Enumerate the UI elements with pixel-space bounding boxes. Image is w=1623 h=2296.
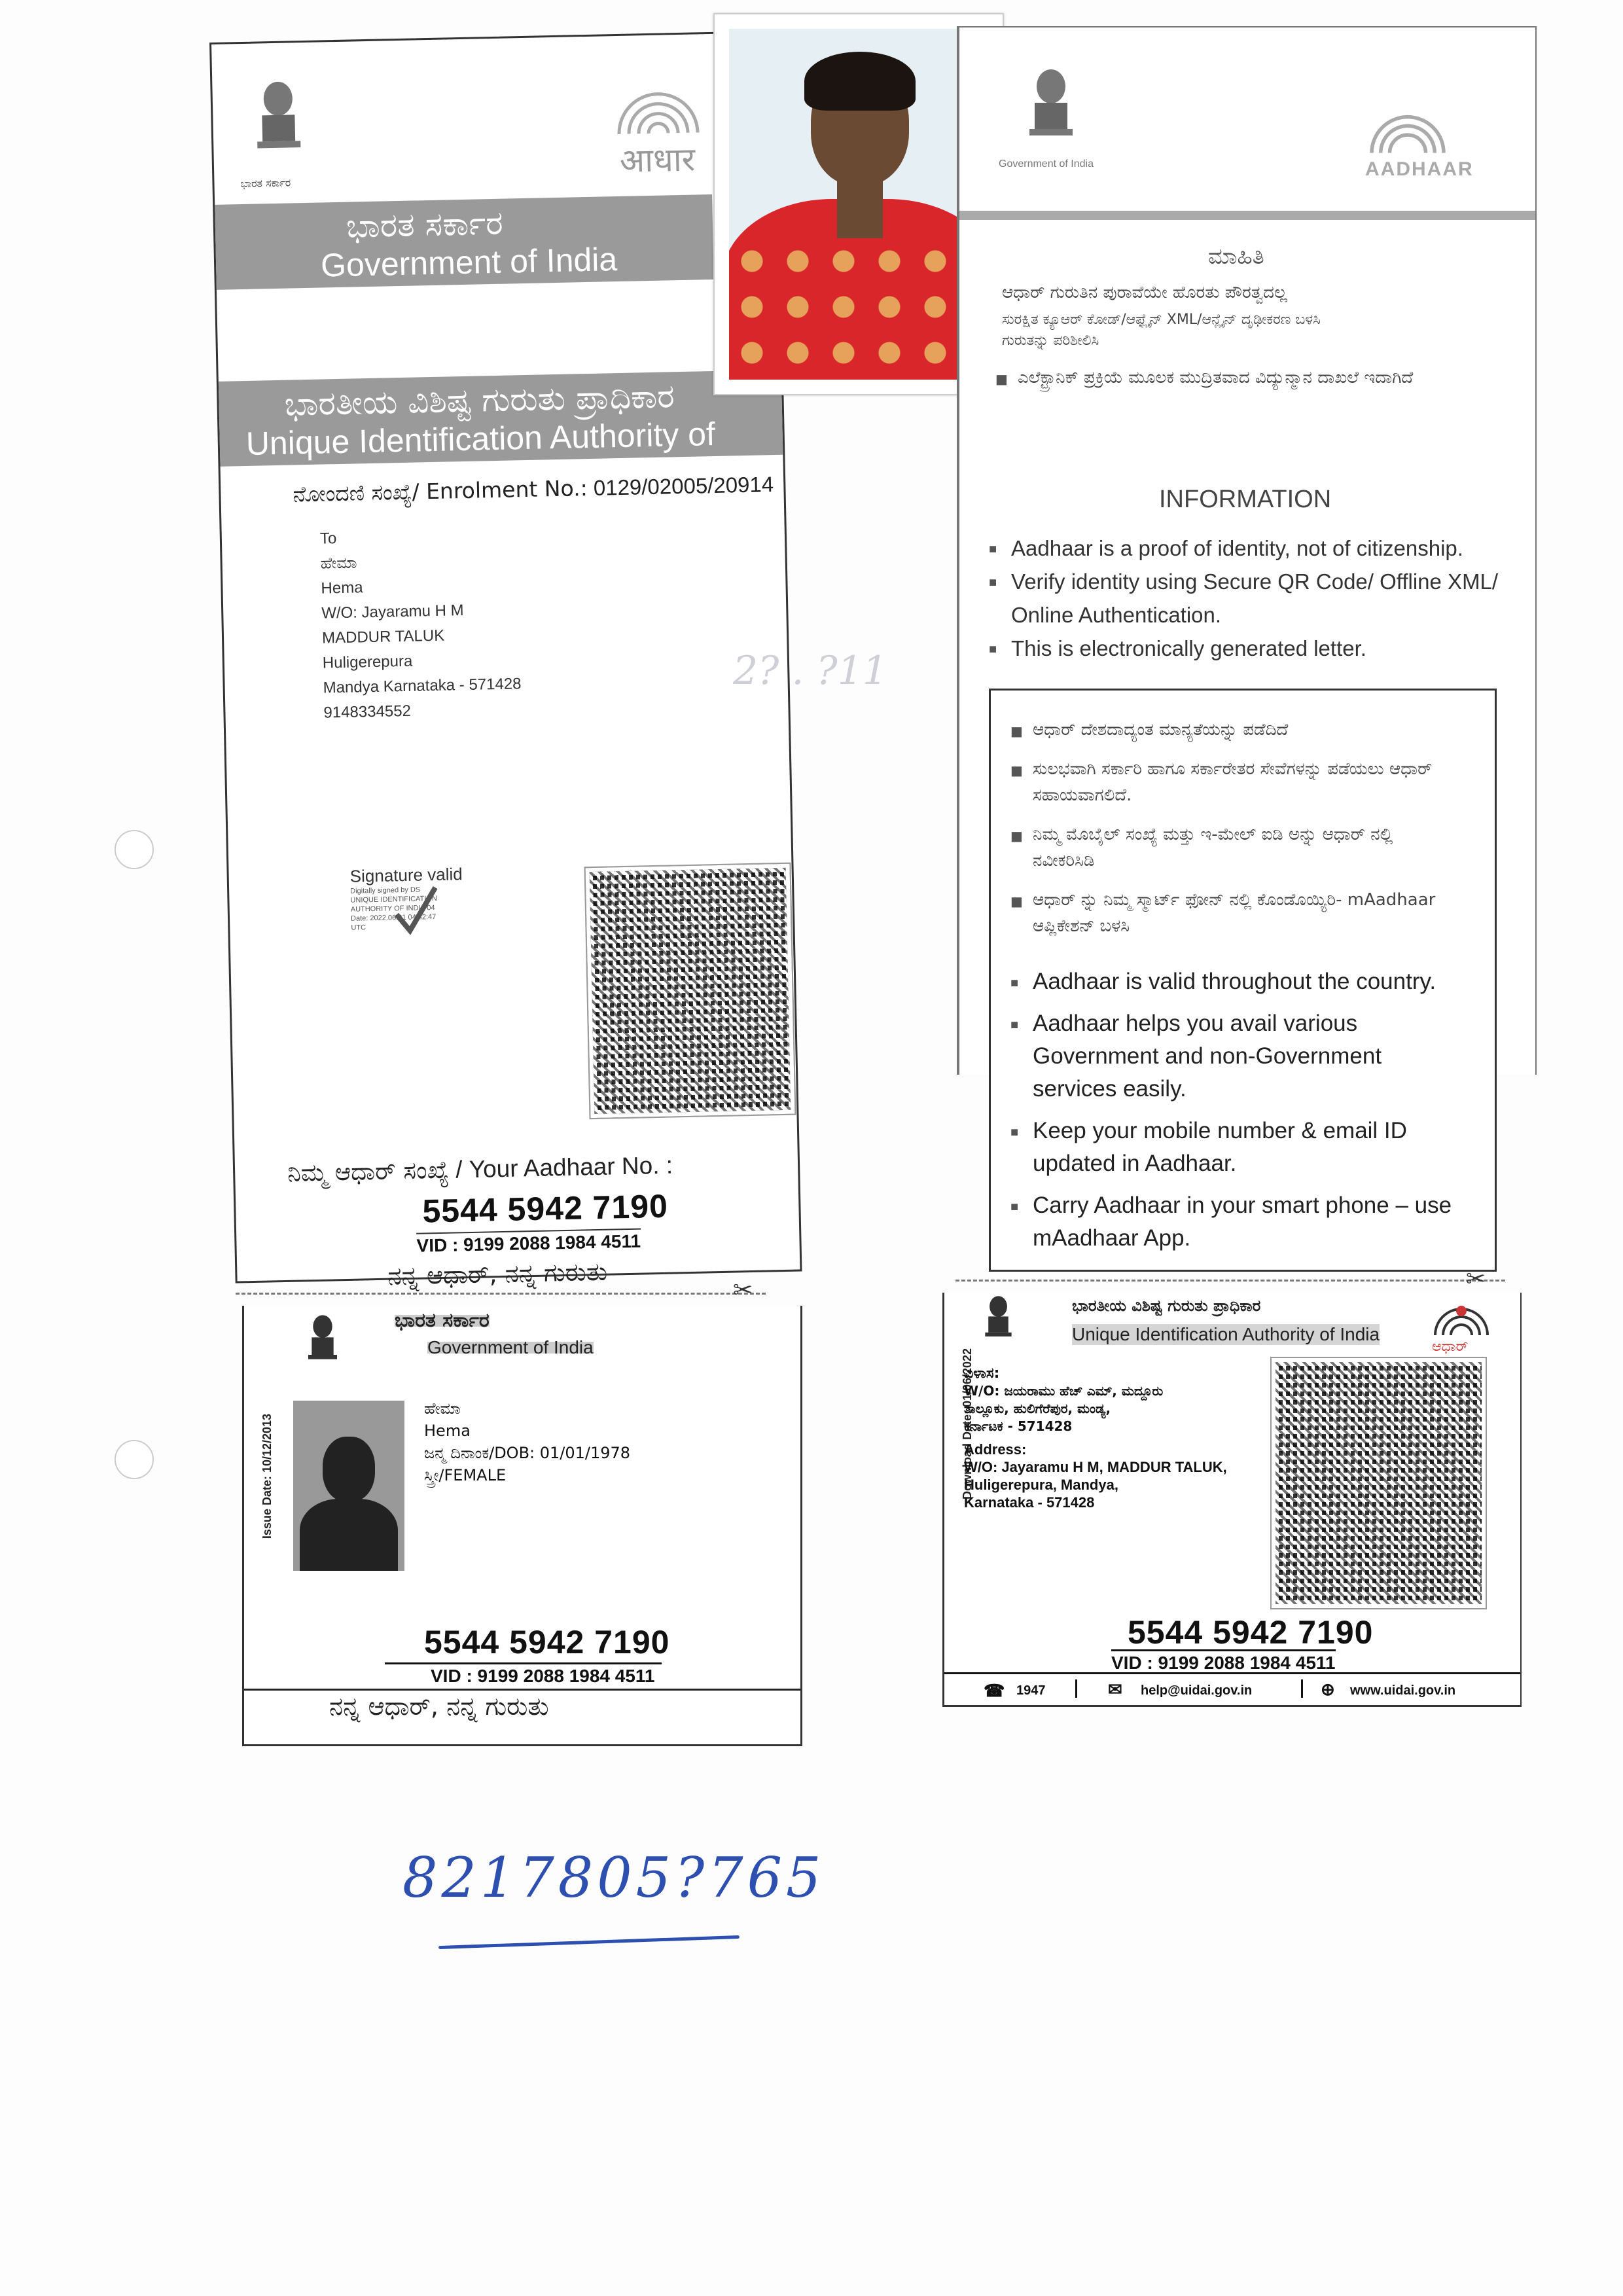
feature-english-item: ■ Keep your mobile number & email ID updated in Aadhaar. xyxy=(1010,1115,1462,1180)
front-vid: VID : 9199 2088 1984 4511 xyxy=(385,1662,662,1687)
features-english-list xyxy=(1010,965,1462,1264)
address-kannada-line: ತಾಲ್ಲೂಕು, ಹುಲಿಗೆರೆಪುರ, ಮಂಡ್ಯ, xyxy=(964,1401,1111,1416)
info-kannada-item: ಸುರಕ್ಷಿತ ಕ್ಯೂಆರ್ ಕೋಡ್/ಆಫ್ಲೈನ್ XML/ಆನ್ಲೈನ್ ದೃಢೀಕರಣ ಬಳಸಿ ಗುರುತನ್ನು ಪರಿಶೀಲಿಸಿ xyxy=(1002,312,1321,349)
info-english-item: ■ Aadhaar is a proof of identity, not of citizenship. xyxy=(989,531,1512,565)
photo-polka-dots xyxy=(729,238,988,380)
address-kannada-line: ಕರ್ನಾಟಕ - 571428 xyxy=(964,1418,1073,1434)
signature-line: UTC xyxy=(351,924,366,932)
feature-english-item: ■ Carry Aadhaar in your smart phone – use mAadhaar App. xyxy=(1010,1189,1462,1255)
photo-background xyxy=(729,29,988,380)
national-emblem-icon xyxy=(303,1312,342,1371)
phone-icon: ☎ xyxy=(984,1681,1005,1700)
aadhaar-fingerprint-logo-icon xyxy=(1429,1299,1494,1338)
address-line: Hema xyxy=(321,579,363,598)
info-title-kannada: ಮಾಹಿತಿ xyxy=(1208,243,1264,270)
signature-title: Signature valid xyxy=(349,864,463,886)
your-aadhaar-label xyxy=(287,1151,673,1188)
help-email[interactable]: help@uidai.gov.in xyxy=(1141,1683,1253,1698)
scissors-icon: ✂ xyxy=(1466,1265,1486,1292)
front-gov-kannada: ಭಾರತ ಸರ್ಕಾರ xyxy=(395,1309,490,1332)
holder-gender: ಸ್ತ್ರೀ/FEMALE xyxy=(424,1466,507,1484)
footer-divider xyxy=(1301,1679,1303,1698)
back-vid: VID : 9199 2088 1984 4511 xyxy=(1111,1649,1336,1674)
recipient-address xyxy=(320,522,522,725)
holder-name-english: Hema xyxy=(424,1422,471,1440)
front-card-details xyxy=(424,1397,630,1486)
features-box xyxy=(989,689,1497,1272)
helpline-number: 1947 xyxy=(1016,1683,1046,1698)
back-card xyxy=(942,1293,1522,1707)
issue-date: Issue Date: 10/12/2013 xyxy=(260,1413,274,1539)
aadhaar-logo-text: आधार xyxy=(619,140,696,180)
photo-hair xyxy=(804,52,916,111)
address-line: To xyxy=(319,529,337,548)
address-line: Huligerepura xyxy=(322,652,413,672)
feature-kannada-item: ■ ಸುಲಭವಾಗಿ ಸರ್ಕಾರಿ ಹಾಗೂ ಸರ್ಕಾರೇತರ ಸೇವೆಗಳನ್ನು ಪಡೆಯಲು ಆಧಾರ್ ಸಹಾಯವಾಗಲಿದೆ. xyxy=(1010,756,1455,808)
info-kannada-list xyxy=(1002,279,1427,391)
address-kannada-line: W/O: ಜಯರಾಮು ಹೆಚ್ ಎಮ್, ಮದ್ದೂರು xyxy=(964,1383,1164,1399)
letter-qr-code xyxy=(586,864,795,1118)
holder-name-kannada: ಹೇಮಾ xyxy=(424,1399,461,1418)
handwritten-underline xyxy=(438,1935,740,1949)
info-english-item: ■ This is electronically generated letter. xyxy=(989,632,1512,665)
gray-header-line xyxy=(959,211,1535,220)
handwritten-phone-number: 8217805?765 xyxy=(402,1846,825,1910)
enrolment-number: 0129/02005/20914 xyxy=(593,472,774,500)
holder-dob: ಜನ್ಮ ದಿನಾಂಕ/DOB: 01/01/1978 xyxy=(424,1444,631,1462)
signature-check-icon xyxy=(393,884,440,937)
feature-kannada-item: ■ ಆಧಾರ್ ದೇಶದಾದ್ಯಂತ ಮಾನ್ಯತೆಯನ್ನು ಪಡೆದಿದೆ xyxy=(1010,717,1455,743)
emblem-caption: Government of India xyxy=(999,158,1094,170)
back-logo-text: ಆಧಾರ್ xyxy=(1432,1338,1469,1355)
national-emblem-icon xyxy=(248,79,309,165)
email-icon: ✉ xyxy=(1108,1679,1122,1699)
slogan: ನನ್ನ ಆಧಾರ್, ನನ್ನ ಗುರುತು xyxy=(387,1257,608,1291)
aadhaar-label-kannada: ನಿಮ್ಮ ಆಧಾರ್ ಸಂಖ್ಯೆ xyxy=(287,1155,450,1187)
national-emblem-icon xyxy=(980,1293,1016,1348)
address-line: ಹೇಮಾ xyxy=(320,554,357,573)
handwritten-pencil-note: 2? . ?11 xyxy=(733,648,888,694)
punch-hole xyxy=(115,1440,154,1479)
cut-line-right xyxy=(955,1280,1505,1282)
info-english-item: ■ Verify identity using Secure QR Code/ Offline XML/ Online Authentication. xyxy=(989,565,1512,632)
cut-line-left xyxy=(236,1293,766,1295)
address-line: MADDUR TALUK xyxy=(321,626,445,647)
back-address-block xyxy=(964,1365,1227,1511)
front-photo-head xyxy=(323,1437,375,1502)
feature-kannada-item: ■ ಆಧಾರ್ ನ್ನು ನಿಮ್ಮ ಸ್ಮಾರ್ಟ್ ಫೋನ್ ನಲ್ಲಿ ಕೊಂಡೊಯ್ಯಿರಿ- mAadhaar ಆಪ್ಲಿಕೇಶನ್ ಬಳಸಿ xyxy=(1010,887,1455,939)
features-kannada-list xyxy=(1010,717,1455,939)
address-english-label: Address: xyxy=(964,1441,1027,1458)
front-card-photo xyxy=(293,1401,404,1571)
info-kannada-item: ■ ಎಲೆಕ್ಟ್ರಾನಿಕ್ ಪ್ರಕ್ರಿಯೆ ಮೂಲಕ ಮುದ್ರಿತವಾದ ವಿದ್ಯುನ್ಮಾನ ದಾಖಲೆ ಇದಾಗಿದೆ xyxy=(995,365,1476,391)
address-line: 9148334552 xyxy=(323,702,412,722)
signature-line: Digitally signed by DS xyxy=(350,886,421,895)
info-kannada-item: ಆಧಾರ್ ಗುರುತಿನ ಪುರಾವೆಯೇ ಹೊರತು ಪೌರತ್ವದಲ್ಲ xyxy=(1002,283,1287,302)
feature-english-item: ■ Aadhaar is valid throughout the country. xyxy=(1010,965,1462,998)
signature-line: Date: 2022.06.01 04:42:47 xyxy=(350,913,437,923)
front-bottom-rule xyxy=(244,1689,800,1691)
front-photo-body xyxy=(300,1499,398,1571)
download-date: Download Date: 01/06/2022 xyxy=(961,1348,974,1500)
front-slogan: ನನ್ನ ಆಧಾರ್, ನನ್ನ ಗುರುತು xyxy=(329,1692,549,1721)
address-kannada-label: ವಿಳಾಸ: xyxy=(964,1365,1000,1382)
back-uidai-english: Unique Identification Authority of India xyxy=(1072,1324,1380,1344)
address-english-line: Huligerepura, Mandya, xyxy=(964,1477,1118,1493)
address-line: W/O: Jayaramu H M xyxy=(321,601,464,622)
website-link[interactable]: www.uidai.gov.in xyxy=(1350,1683,1456,1698)
address-english-line: W/O: Jayaramu H M, MADDUR TALUK, xyxy=(964,1459,1227,1475)
gov-of-india-band xyxy=(215,194,714,290)
front-aadhaar-number: 5544 5942 7190 xyxy=(424,1624,670,1660)
info-english-list xyxy=(989,531,1512,665)
info-title-english: INFORMATION xyxy=(1159,486,1332,513)
signature-line: UNIQUE IDENTIFICATION xyxy=(350,895,438,905)
vid-number: VID : 9199 2088 1984 4511 xyxy=(416,1229,641,1257)
globe-icon: ⊕ xyxy=(1321,1679,1335,1699)
emblem-caption: ಭಾರತ ಸರ್ಕಾರ xyxy=(240,176,291,190)
back-aadhaar-number: 5544 5942 7190 xyxy=(1128,1614,1374,1651)
punch-hole xyxy=(115,830,154,869)
signature-line: AUTHORITY OF INDIA 04 xyxy=(350,904,435,914)
national-emblem-icon xyxy=(1022,67,1080,152)
footer-divider xyxy=(1075,1679,1077,1698)
back-footer xyxy=(944,1672,1520,1707)
feature-kannada-item: ■ ನಿಮ್ಮ ಮೊಬೈಲ್ ಸಂಖ್ಯೆ ಮತ್ತು ಇ-ಮೇಲ್ ಐಡಿ ಅನ್ನು ಆಧಾರ್ ನಲ್ಲಿ ನವೀಕರಿಸಿಡಿ xyxy=(1010,821,1455,874)
front-gov-english: Government of India xyxy=(427,1337,594,1357)
enrolment-label: ನೋಂದಣಿ ಸಂಖ್ಯೆ/ Enrolment No.: xyxy=(293,475,588,507)
aadhaar-number: 5544 5942 7190 xyxy=(421,1187,669,1230)
front-card xyxy=(242,1306,802,1746)
feature-english-item: ■ Aadhaar helps you avail various Government and non-Government services easily. xyxy=(1010,1007,1462,1105)
uidai-title-kannada: ಭಾರತೀಯ ವಿಶಿಷ್ಟ ಗುರುತು ಪ್ರಾಧಿಕಾರ xyxy=(283,377,675,423)
uidai-title-english: Unique Identification Authority of India xyxy=(245,415,716,500)
scissors-icon: ✂ xyxy=(733,1276,753,1303)
back-card-qr-code xyxy=(1272,1358,1486,1608)
address-line: Mandya Karnataka - 571428 xyxy=(323,675,522,697)
right-info-panel xyxy=(957,26,1537,1251)
back-uidai-kannada: ಭಾರತೀಯ ವಿಶಿಷ್ಟ ಗುರುತು ಪ್ರಾಧಿಕಾರ xyxy=(1072,1297,1261,1315)
aadhaar-logo-text: AADHAAR xyxy=(1365,158,1474,180)
aadhaar-fingerprint-logo-icon xyxy=(1359,93,1457,165)
photo-neck xyxy=(837,179,883,238)
gov-title-english: Government of India xyxy=(320,241,618,284)
aadhaar-label-english: / Your Aadhaar No. : xyxy=(455,1151,673,1183)
address-english-line: Karnataka - 571428 xyxy=(964,1494,1095,1511)
gov-title-kannada: ಭಾರತ ಸರ್ಕಾರ xyxy=(346,204,504,245)
